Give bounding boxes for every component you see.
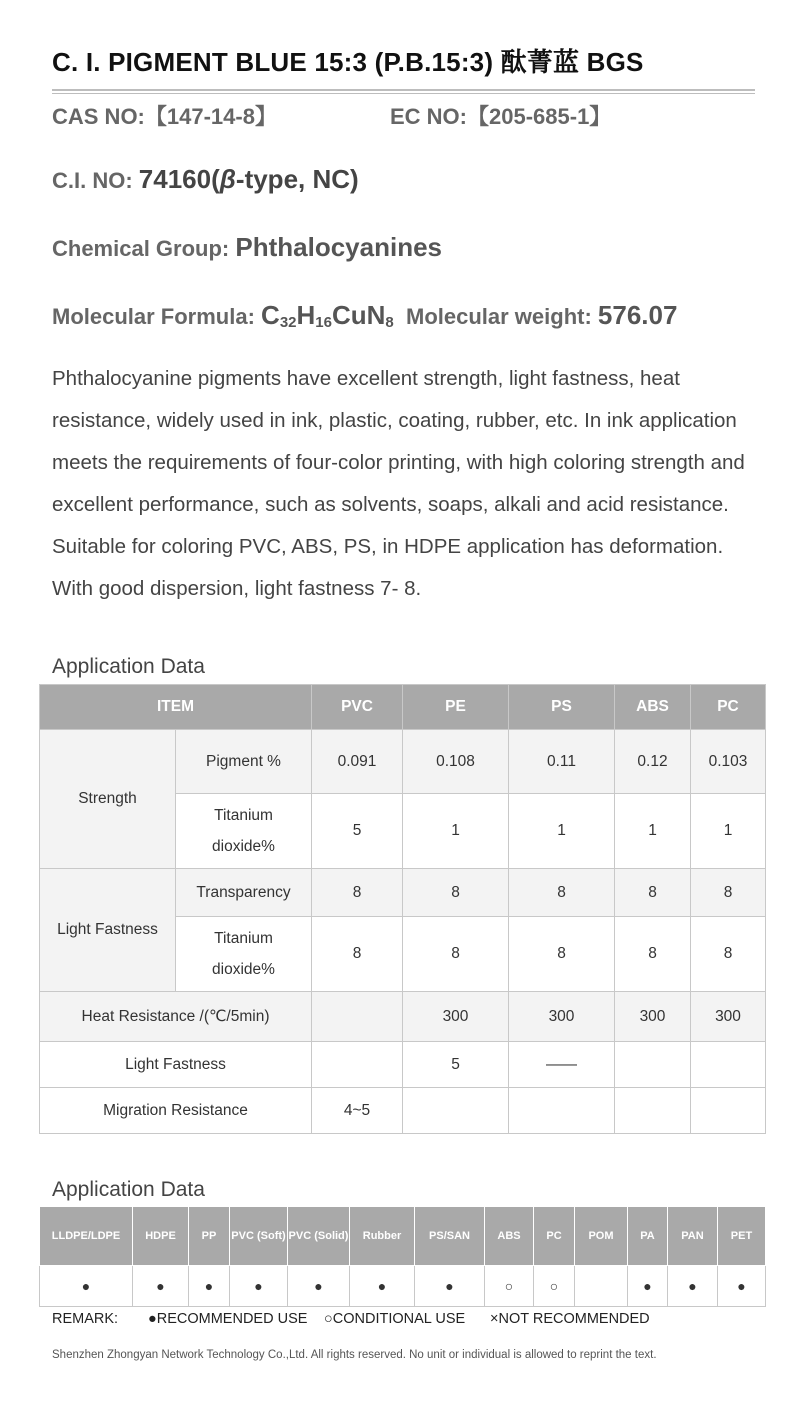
- ci-label: C.I. NO:: [52, 168, 133, 193]
- weight-label: Molecular weight:: [406, 304, 592, 329]
- header-ps-san: PS/SAN: [415, 1207, 485, 1266]
- rating-cell: ●: [133, 1266, 189, 1307]
- cell: 5: [403, 1042, 509, 1088]
- rating-cell: [575, 1266, 628, 1307]
- ec-label: EC NO:: [390, 104, 467, 129]
- rating-cell: ●: [230, 1266, 288, 1307]
- cell: 8: [615, 869, 691, 917]
- remark-conditional: ○CONDITIONAL USE: [324, 1311, 466, 1327]
- ec-value: 【205-685-1】: [467, 104, 612, 129]
- table-row: [40, 992, 766, 1042]
- transparency-label: Transparency: [176, 869, 312, 917]
- cell: 0.12: [615, 730, 691, 794]
- cell: 300: [691, 992, 766, 1042]
- cas-value: 【147-14-8】: [144, 104, 277, 129]
- migration-resistance-label: Migration Resistance: [40, 1088, 312, 1134]
- section-title-application-data-2: Application Data: [52, 1178, 205, 1201]
- remark-recommended: ●RECOMMENDED USE: [148, 1311, 308, 1327]
- application-data-table: [39, 684, 766, 1134]
- cell: [615, 1088, 691, 1134]
- cell: 1: [509, 794, 615, 869]
- cell: [312, 1042, 403, 1088]
- header-pvc-solid: PVC (Solid): [288, 1207, 350, 1266]
- ci-number: [52, 164, 359, 195]
- light-fastness-row-label: Light Fastness: [40, 1042, 312, 1088]
- header-abs: ABS: [615, 685, 691, 730]
- cell: 300: [615, 992, 691, 1042]
- header-pa: PA: [628, 1207, 668, 1266]
- molecular-info: [52, 300, 677, 331]
- cell: 0.108: [403, 730, 509, 794]
- cell: 300: [403, 992, 509, 1042]
- cell: 8: [509, 869, 615, 917]
- header-abs: ABS: [485, 1207, 534, 1266]
- remark-not-recommended: ×NOT RECOMMENDED: [490, 1311, 650, 1327]
- cell: 8: [403, 869, 509, 917]
- table-row: [40, 1088, 766, 1134]
- rating-cell: ●: [718, 1266, 766, 1307]
- cell: 1: [615, 794, 691, 869]
- rating-cell: ●: [288, 1266, 350, 1307]
- rating-cell: ●: [189, 1266, 230, 1307]
- titanium-label: Titanium dioxide%: [176, 917, 312, 992]
- strength-label: Strength: [40, 730, 176, 869]
- cell: 8: [509, 917, 615, 992]
- cell: 1: [691, 794, 766, 869]
- title-divider-top: [52, 89, 755, 91]
- header-lldpe-ldpe: LLDPE/LDPE: [40, 1207, 133, 1266]
- formula-label: Molecular Formula:: [52, 304, 255, 329]
- chem-value: Phthalocyanines: [235, 232, 442, 262]
- cas-label: CAS NO:: [52, 104, 145, 129]
- heat-resistance-label: Heat Resistance /(℃/5min): [40, 992, 312, 1042]
- header-pvc: PVC: [312, 685, 403, 730]
- header-pp: PP: [189, 1207, 230, 1266]
- cell: 0.103: [691, 730, 766, 794]
- cell: 8: [691, 869, 766, 917]
- formula-value: $C_{32}H_{16}CuN_8$: [261, 300, 394, 331]
- cell: [403, 1088, 509, 1134]
- rating-cell: ○: [534, 1266, 575, 1307]
- cell: [312, 992, 403, 1042]
- rating-cell: ●: [350, 1266, 415, 1307]
- header-pom: POM: [575, 1207, 628, 1266]
- chem-label: Chemical Group:: [52, 236, 230, 261]
- pigment-label: Pigment %: [176, 730, 312, 794]
- table-row: [40, 1266, 766, 1307]
- cell: [615, 1042, 691, 1088]
- copyright-footer: Shenzhen Zhongyan Network Technology Co.,Ltd. All rights reserved. No unit or individual is allowed to reprint the text.: [52, 1349, 657, 1361]
- rating-cell: ○: [485, 1266, 534, 1307]
- application-range-table: [39, 1206, 766, 1307]
- cell: [691, 1042, 766, 1088]
- rating-cell: ●: [668, 1266, 718, 1307]
- remark-legend: [52, 1311, 650, 1327]
- header-hdpe: HDPE: [133, 1207, 189, 1266]
- cell: 8: [312, 869, 403, 917]
- cell: 1: [403, 794, 509, 869]
- cell: 0.091: [312, 730, 403, 794]
- header-pe: PE: [403, 685, 509, 730]
- rating-cell: ●: [628, 1266, 668, 1307]
- description: Phthalocyanine pigments have excellent strength, light fastness, heat resistance, widely used in ink, plastic, coating, rubber, etc. In ink application meets the requirements of four-color printing, with high coloring strength and excellent performance, such as solvents, soaps, alkali and acid resistance. Suitable for coloring PVC, ABS, PS, in HDPE application has deformation. With good dispersion, light fastness 7- 8.: [52, 367, 745, 600]
- cell: [509, 1088, 615, 1134]
- table-row: [40, 869, 766, 917]
- header-pc: PC: [534, 1207, 575, 1266]
- section-title-application-data-1: Application Data: [52, 655, 205, 678]
- ci-value: 74160(β-type, NC): [138, 164, 359, 194]
- header-item: ITEM: [40, 685, 312, 730]
- header-pc: PC: [691, 685, 766, 730]
- weight-value: 576.07: [597, 300, 678, 330]
- header-pvc-soft: PVC (Soft): [230, 1207, 288, 1266]
- title-divider-bottom: [52, 93, 755, 94]
- cell: [691, 1088, 766, 1134]
- cell: ——: [509, 1042, 615, 1088]
- cell: 5: [312, 794, 403, 869]
- cell: 0.11: [509, 730, 615, 794]
- cell: 8: [615, 917, 691, 992]
- titanium-label: Titanium dioxide%: [176, 794, 312, 869]
- table-row: [40, 730, 766, 794]
- rating-cell: ●: [415, 1266, 485, 1307]
- remark-label: REMARK:: [52, 1311, 119, 1327]
- header-pan: PAN: [668, 1207, 718, 1266]
- cas-number: [52, 100, 277, 131]
- page-title: C. I. PIGMENT BLUE 15:3 (P.B.15:3) 酞菁蓝 BGS: [52, 47, 644, 77]
- ec-number: [390, 100, 611, 131]
- cell: 8: [403, 917, 509, 992]
- cell: 8: [691, 917, 766, 992]
- cell: 8: [312, 917, 403, 992]
- cell: 4~5: [312, 1088, 403, 1134]
- header-pet: PET: [718, 1207, 766, 1266]
- cell: 300: [509, 992, 615, 1042]
- header-ps: PS: [509, 685, 615, 730]
- light-fastness-label: Light Fastness: [40, 869, 176, 992]
- chemical-group: [52, 232, 442, 263]
- header-rubber: Rubber: [350, 1207, 415, 1266]
- table-row: [40, 1042, 766, 1088]
- rating-cell: ●: [40, 1266, 133, 1307]
